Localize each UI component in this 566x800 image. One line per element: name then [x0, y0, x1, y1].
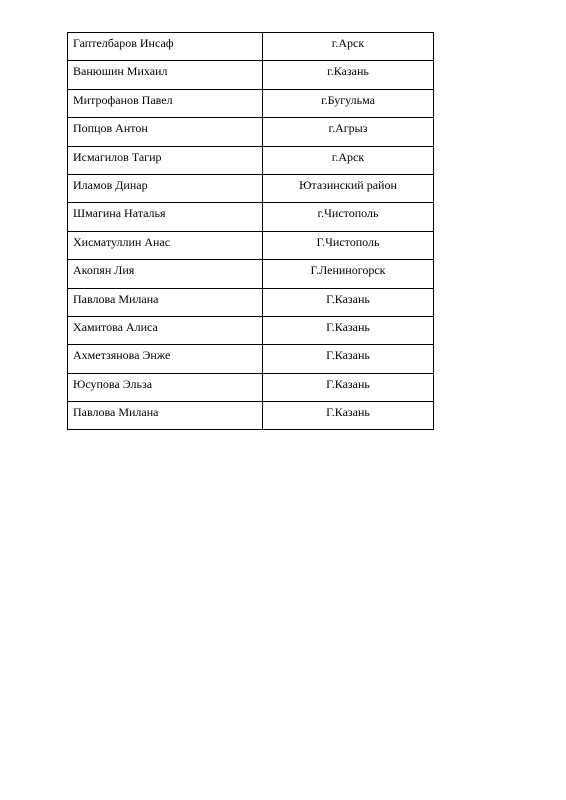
table-row [68, 146, 434, 174]
table-row [68, 373, 434, 401]
table-row [68, 288, 434, 316]
table-row [68, 231, 434, 259]
participant-name: Хисматуллин Анас [68, 231, 263, 259]
participant-city: Г.Казань [263, 373, 434, 401]
table-row [68, 33, 434, 61]
participant-city: Г.Казань [263, 345, 434, 373]
participant-name: Ванюшин Михаил [68, 61, 263, 89]
participant-city: Г.Лениногорск [263, 260, 434, 288]
table-row [68, 203, 434, 231]
participant-name: Попцов Антон [68, 118, 263, 146]
table-row [68, 174, 434, 202]
table-row [68, 61, 434, 89]
participant-city: Ютазинский район [263, 174, 434, 202]
participant-name: Исмагилов Тагир [68, 146, 263, 174]
participant-city: Г.Казань [263, 316, 434, 344]
table-row [68, 118, 434, 146]
participant-name: Ахметзянова Энже [68, 345, 263, 373]
participant-city: г.Чистополь [263, 203, 434, 231]
participant-city: Г.Казань [263, 288, 434, 316]
participant-city: г.Бугульма [263, 89, 434, 117]
participants-table [67, 32, 434, 430]
participant-city: г.Арск [263, 146, 434, 174]
table-row [68, 89, 434, 117]
table-row [68, 316, 434, 344]
participant-city: Г.Чистополь [263, 231, 434, 259]
participant-name: Шмагина Наталья [68, 203, 263, 231]
participant-name: Хамитова Алиса [68, 316, 263, 344]
table-row [68, 402, 434, 430]
participant-name: Гаптелбаров Инсаф [68, 33, 263, 61]
participant-city: г.Арск [263, 33, 434, 61]
participant-name: Павлова Милана [68, 288, 263, 316]
participant-name: Акопян Лия [68, 260, 263, 288]
table-row [68, 260, 434, 288]
participant-city: г.Казань [263, 61, 434, 89]
participant-name: Павлова Милана [68, 402, 263, 430]
participant-city: г.Агрыз [263, 118, 434, 146]
participant-name: Юсупова Эльза [68, 373, 263, 401]
participant-name: Митрофанов Павел [68, 89, 263, 117]
participant-city: Г.Казань [263, 402, 434, 430]
participant-name: Иламов Динар [68, 174, 263, 202]
table-row [68, 345, 434, 373]
